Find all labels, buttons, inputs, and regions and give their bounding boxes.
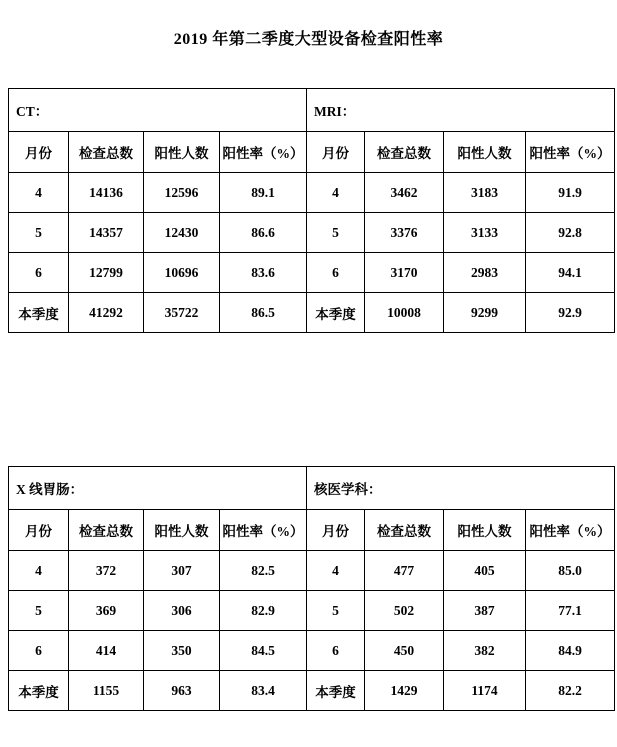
cell-total-exams: 502	[365, 591, 444, 631]
column-header-month: 月份	[9, 132, 69, 173]
table-row	[9, 671, 615, 711]
cell-positive-count: 382	[444, 631, 526, 671]
table-row	[9, 467, 615, 510]
cell-month: 4	[9, 551, 69, 591]
table-row	[9, 551, 615, 591]
cell-total-exams: 414	[69, 631, 144, 671]
section-label-ct: CT：	[9, 89, 307, 132]
cell-positive-count: 2983	[444, 253, 526, 293]
cell-positive-count: 307	[144, 551, 220, 591]
cell-positive-count: 1174	[444, 671, 526, 711]
column-header-month: 月份	[307, 132, 365, 173]
cell-positive-rate: 94.1	[526, 253, 615, 293]
cell-positive-rate: 83.6	[220, 253, 307, 293]
cell-positive-count: 350	[144, 631, 220, 671]
cell-month: 6	[307, 253, 365, 293]
cell-total-exams: 369	[69, 591, 144, 631]
cell-positive-count: 306	[144, 591, 220, 631]
cell-month: 5	[307, 591, 365, 631]
cell-positive-count: 12596	[144, 173, 220, 213]
cell-total-exams: 3376	[365, 213, 444, 253]
cell-positive-rate: 89.1	[220, 173, 307, 213]
column-header-positive: 阳性人数	[144, 510, 220, 551]
table-row	[9, 293, 615, 333]
cell-total-exams: 450	[365, 631, 444, 671]
table-row	[9, 510, 615, 551]
cell-positive-count: 405	[444, 551, 526, 591]
cell-month: 本季度	[9, 293, 69, 333]
column-header-month: 月份	[307, 510, 365, 551]
page-title: 2019 年第二季度大型设备检查阳性率	[173, 31, 444, 48]
cell-positive-count: 10696	[144, 253, 220, 293]
cell-total-exams: 12799	[69, 253, 144, 293]
cell-positive-count: 3183	[444, 173, 526, 213]
cell-total-exams: 1429	[365, 671, 444, 711]
column-header-positive: 阳性人数	[144, 132, 220, 173]
cell-total-exams: 477	[365, 551, 444, 591]
cell-positive-count: 12430	[144, 213, 220, 253]
cell-total-exams: 3170	[365, 253, 444, 293]
cell-positive-rate: 82.2	[526, 671, 615, 711]
cell-positive-count: 963	[144, 671, 220, 711]
cell-positive-rate: 83.4	[220, 671, 307, 711]
cell-positive-count: 35722	[144, 293, 220, 333]
cell-positive-count: 3133	[444, 213, 526, 253]
column-header-total: 检查总数	[365, 132, 444, 173]
cell-positive-rate: 86.6	[220, 213, 307, 253]
table-row	[9, 89, 615, 132]
cell-month: 本季度	[307, 293, 365, 333]
column-header-total: 检查总数	[69, 510, 144, 551]
section-label-mri: MRI：	[307, 89, 615, 132]
cell-total-exams: 3462	[365, 173, 444, 213]
column-header-rate: 阳性率（%）	[526, 510, 615, 551]
column-header-rate: 阳性率（%）	[220, 510, 307, 551]
cell-month: 5	[307, 213, 365, 253]
table-row	[9, 132, 615, 173]
cell-month: 6	[9, 253, 69, 293]
cell-positive-rate: 84.9	[526, 631, 615, 671]
cell-month: 6	[9, 631, 69, 671]
column-header-total: 检查总数	[365, 510, 444, 551]
section-label-xray-gi: X 线胃肠：	[9, 467, 307, 510]
cell-month: 4	[307, 173, 365, 213]
column-header-rate: 阳性率（%）	[526, 132, 615, 173]
cell-positive-rate: 85.0	[526, 551, 615, 591]
column-header-rate: 阳性率（%）	[220, 132, 307, 173]
cell-month: 5	[9, 591, 69, 631]
table-row	[9, 591, 615, 631]
table-row	[9, 253, 615, 293]
cell-month: 4	[9, 173, 69, 213]
cell-total-exams: 14357	[69, 213, 144, 253]
cell-positive-rate: 91.9	[526, 173, 615, 213]
cell-positive-rate: 86.5	[220, 293, 307, 333]
section-label-nuclear: 核医学科：	[307, 467, 615, 510]
cell-positive-rate: 77.1	[526, 591, 615, 631]
cell-month: 5	[9, 213, 69, 253]
table-xray-nuclear	[8, 466, 615, 711]
cell-month: 4	[307, 551, 365, 591]
cell-month: 本季度	[307, 671, 365, 711]
table-row	[9, 173, 615, 213]
cell-total-exams: 10008	[365, 293, 444, 333]
cell-positive-rate: 92.8	[526, 213, 615, 253]
cell-month: 本季度	[9, 671, 69, 711]
cell-positive-rate: 84.5	[220, 631, 307, 671]
cell-month: 6	[307, 631, 365, 671]
cell-total-exams: 1155	[69, 671, 144, 711]
column-header-total: 检查总数	[69, 132, 144, 173]
cell-positive-rate: 92.9	[526, 293, 615, 333]
column-header-positive: 阳性人数	[444, 132, 526, 173]
table-row	[9, 213, 615, 253]
cell-positive-rate: 82.5	[220, 551, 307, 591]
table-row	[9, 631, 615, 671]
column-header-month: 月份	[9, 510, 69, 551]
cell-positive-count: 387	[444, 591, 526, 631]
cell-total-exams: 372	[69, 551, 144, 591]
table-ct-mri	[8, 88, 615, 333]
cell-positive-count: 9299	[444, 293, 526, 333]
column-header-positive: 阳性人数	[444, 510, 526, 551]
cell-total-exams: 41292	[69, 293, 144, 333]
cell-total-exams: 14136	[69, 173, 144, 213]
cell-positive-rate: 82.9	[220, 591, 307, 631]
